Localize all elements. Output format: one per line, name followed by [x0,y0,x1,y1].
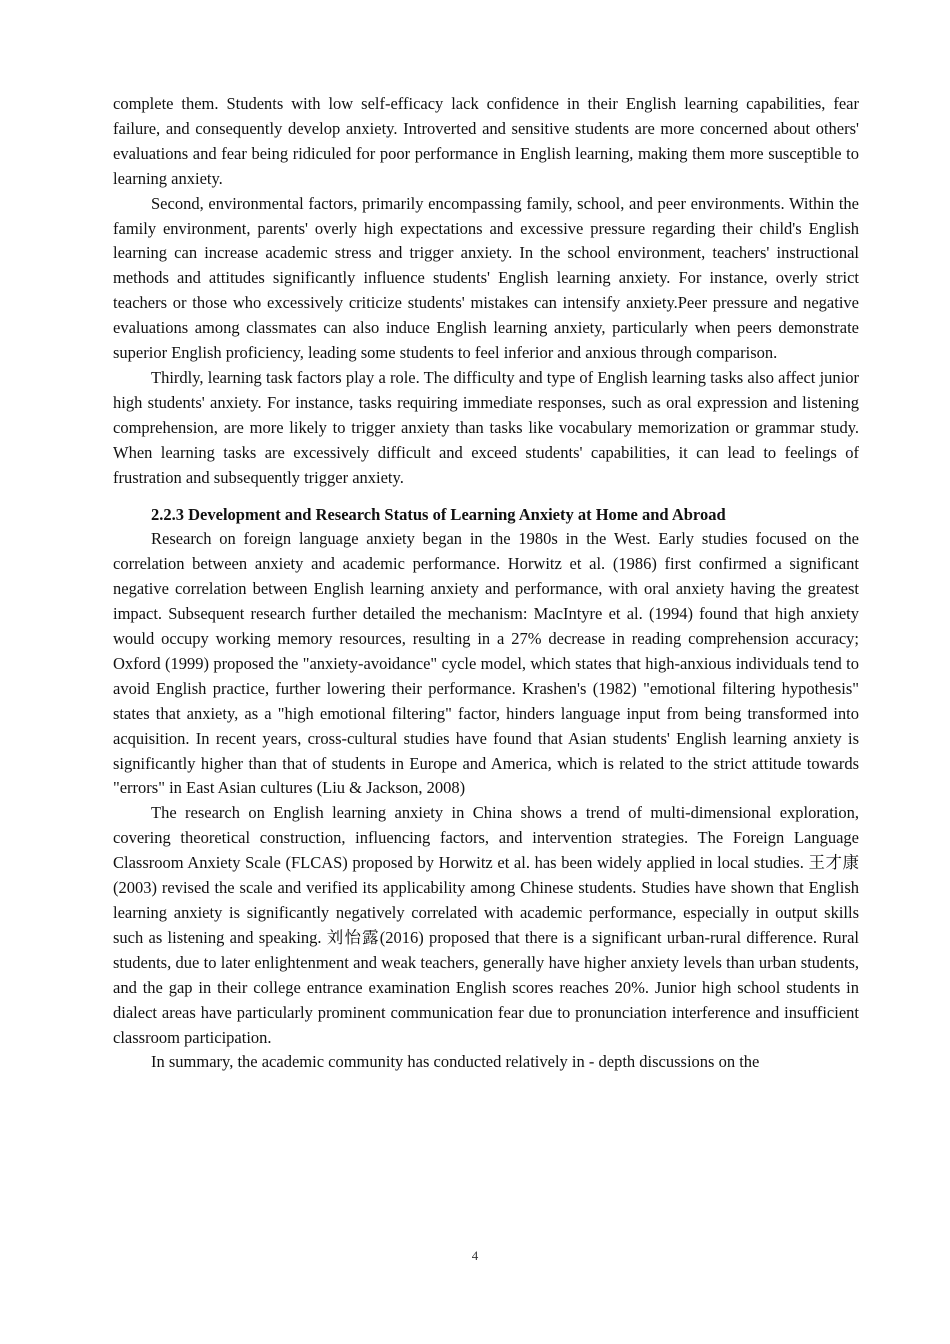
page-number: 4 [471,1248,479,1263]
section-heading: 2.2.3 Development and Research Status of Learning Anxiety at Home and Abroad [151,504,726,524]
paragraph-foreign-research: Research on foreign language anxiety began in the 1980s in the West. Early studies focused on the correlation between anxiety and academic performance. Horwitz et al. (1986) first confirmed a significant negative correlation between English learning anxiety and performance, with oral anxiety having the greatest impact. Subsequent research further detailed the mechanism: MacIntyre et al. (1994) found that high anxiety would occupy working memory resources, resulting in a 27% decrease in reading comprehension accuracy; Oxford (1999) proposed the "anxiety-avoidance" cycle model, which states that high-anxious individuals tend to avoid English practice, further lowering their performance. Krashen's (1982) "emotional filtering hypothesis" states that anxiety, as a "high emotional filtering" factor, hinders language input from being transformed into acquisition. In recent years, cross-cultural studies have found that Asian students' English learning anxiety is significantly higher than that of students in Europe and America, which is related to the strict attitude towards "errors" in East Asian cultures (Liu & Jackson, 2008) [113,529,859,798]
body-text [113,92,859,1075]
paragraph-environmental-factors: Second, environmental factors, primarily encompassing family, school, and peer environments. Within the family environment, parents' overly high expectations and excessive pressure regarding their child's English learning can increase academic stress and trigger anxiety. In the school environment, teachers' instructional methods and attitudes significantly influence students' English learning anxiety. For instance, overly strict teachers or those who excessively criticize students' mistakes can intensify anxiety.Peer pressure and negative evaluations among classmates can also induce English learning anxiety, particularly when peers demonstrate superior English proficiency, leading some students to feel inferior and anxious through comparison. [113,193,859,363]
paragraph-learning-task-factors: Thirdly, learning task factors play a role. The difficulty and type of English learning tasks also affect junior high students' anxiety. For instance, tasks requiring immediate responses, such as oral expression and listening comprehension, are more likely to trigger anxiety than tasks like vocabulary memorization or grammar study. When learning tasks are excessively difficult and exceed students' capabilities, it can lead to feelings of frustration and subsequently trigger anxiety. [113,367,859,487]
paragraph-continued: complete them. Students with low self-efficacy lack confidence in their English learning capabilities, fear failure, and consequently develop anxiety. Introverted and sensitive students are more concerned about others' evaluations and fear being ridiculed for poor performance in English learning, making them more susceptible to learning anxiety. [113,94,859,188]
paragraph-summary: In summary, the academic community has conducted relatively in - depth discussions on the [151,1052,760,1072]
paragraph-china-research: The research on English learning anxiety in China shows a trend of multi-dimensional exploration, covering theoretical construction, influencing factors, and intervention strategies. The Foreign Language Classroom Anxiety Scale (FLCAS) proposed by Horwitz et al. has been widely applied in local studies. 王才康(2003) revised the scale and verified its applicability among Chinese students. Studies have shown that English learning anxiety is significantly negatively correlated with academic performance, especially in output skills such as listening and speaking. 刘怡露(2016) proposed that there is a significant urban-rural difference. Rural students, due to later enlightenment and weak teachers, generally have higher anxiety levels than urban students, and the gap in their college entrance examination English scores reaches 20%. Junior high school students in dialect areas have particularly prominent communication fear due to pronunciation interference and insufficient classroom participation. [113,803,859,1047]
